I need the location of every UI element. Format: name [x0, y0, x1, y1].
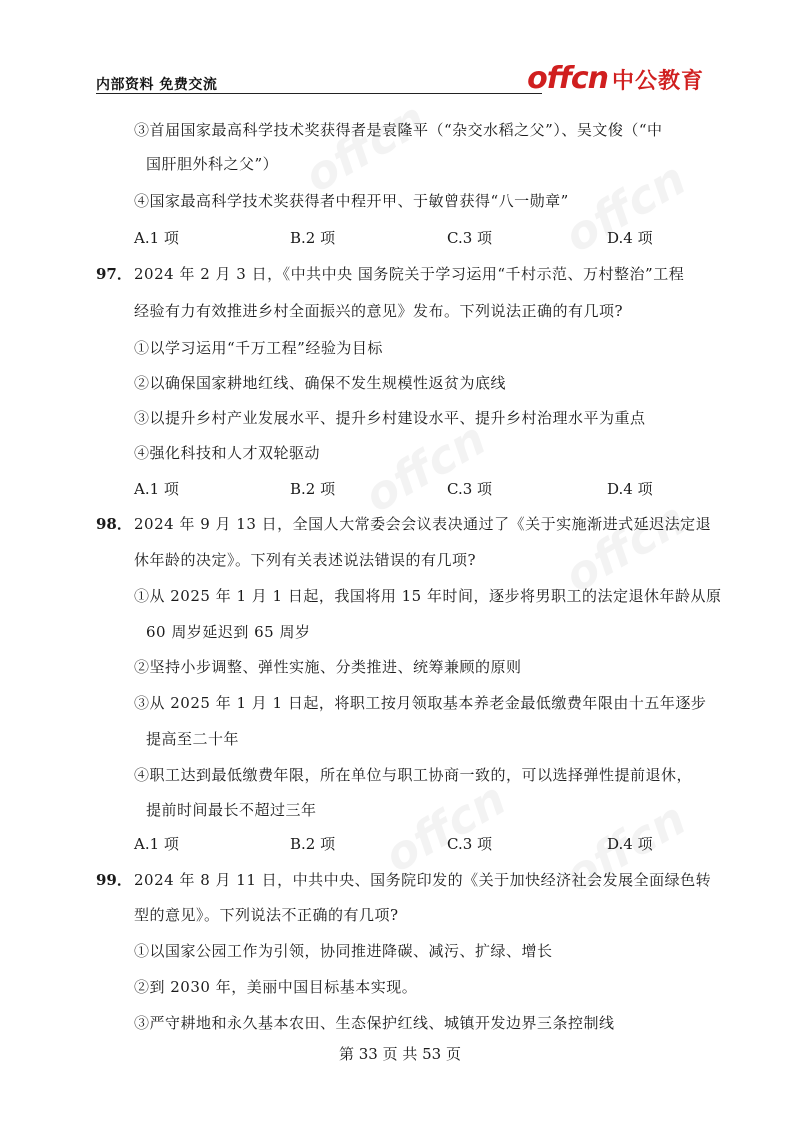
q98-stem-line1: 2024 年 9 月 13 日，全国人大常委会会议表决通过了《关于实施渐进式延迟法定退	[134, 515, 712, 533]
q97-item4: ④强化科技和人才双轮驱动	[134, 444, 321, 462]
q97-item2: ②以确保国家耕地红线、确保不发生规模性返贫为底线	[134, 374, 507, 392]
q97-item3: ③以提升乡村产业发展水平、提升乡村建设水平、提升乡村治理水平为重点	[134, 409, 646, 427]
q96-option-c: C.3 项	[447, 229, 493, 247]
q99-stem-line2: 型的意见》。下列说法不正确的有几项?	[134, 906, 399, 924]
q99-item2: ②到 2030 年，美丽中国目标基本实现。	[134, 978, 418, 996]
q98-item4-line1: ④职工达到最低缴费年限，所在单位与职工协商一致的，可以选择弹性提前退休，	[134, 766, 693, 784]
logo-mark: offcn	[527, 61, 608, 96]
q98-number: 98．	[96, 515, 132, 533]
q96-option-b: B.2 项	[290, 229, 336, 247]
q97-item1: ①以学习运用“千万工程”经验为目标	[134, 339, 383, 357]
q99-number: 99．	[96, 871, 132, 889]
q99-stem-line1: 2024 年 8 月 11 日，中共中央、国务院印发的《关于加快经济社会发展全面绿色转	[134, 871, 712, 889]
page-footer: 第 33 页 共 53 页	[338, 1045, 461, 1063]
q97-stem-line2: 经验有力有效推进乡村全面振兴的意见》发布。下列说法正确的有几项?	[134, 302, 624, 320]
q98-option-b: B.2 项	[290, 835, 336, 853]
q97-option-b: B.2 项	[290, 480, 336, 498]
q98-option-a: A.1 项	[134, 835, 179, 853]
q98-option-c: C.3 项	[447, 835, 493, 853]
page-header	[96, 60, 704, 100]
q97-option-d: D.4 项	[607, 480, 653, 498]
q97-number: 97．	[96, 265, 132, 283]
header-label: 内部资料 免费交流	[96, 77, 218, 93]
q96-option-a: A.1 项	[134, 229, 179, 247]
q98-item3-line2: 提高至二十年	[146, 730, 240, 748]
q98-item4-line2: 提前时间最长不超过三年	[146, 801, 317, 819]
q98-item1-line2: 60 周岁延迟到 65 周岁	[146, 623, 311, 641]
q97-stem-line1: 2024 年 2 月 3 日，《中共中央 国务院关于学习运用“千村示范、万村整治”工程	[134, 265, 685, 283]
watermark	[375, 771, 515, 883]
q98-item3-line1: ③从 2025 年 1 月 1 日起，将职工按月领取基本养老金最低缴费年限由十五年逐步	[134, 694, 707, 712]
offcn-logo	[527, 62, 704, 96]
q98-option-d: D.4 项	[607, 835, 653, 853]
q99-item3: ③严守耕地和永久基本农田、生态保护红线、城镇开发边界三条控制线	[134, 1014, 615, 1032]
q97-option-a: A.1 项	[134, 480, 179, 498]
q96-option-d: D.4 项	[607, 229, 653, 247]
logo-text: 中公教育	[611, 68, 704, 94]
q96-item3-line2: 国肝胆外科之父”）	[146, 155, 279, 173]
q97-option-c: C.3 项	[447, 480, 493, 498]
q96-item3-line1: ③首届国家最高科学技术奖获得者是袁隆平（“杂交水稻之父”）、吴文俊（“中	[134, 121, 663, 139]
q98-stem-line2: 休年龄的决定》。下列有关表述说法错误的有几项?	[134, 551, 477, 569]
q96-item4: ④国家最高科学技术奖获得者中程开甲、于敏曾获得“八一勋章”	[134, 192, 569, 210]
q98-item1-line1: ①从 2025 年 1 月 1 日起，我国将用 15 年时间，逐步将男职工的法定退休年龄从原	[134, 587, 722, 605]
q98-item2: ②坚持小步调整、弹性实施、分类推进、统筹兼顾的原则	[134, 658, 522, 676]
watermark	[295, 91, 435, 203]
header-rule	[96, 93, 542, 94]
q99-item1: ①以国家公园工作为引领，协同推进降碳、减污、扩绿、增长	[134, 942, 553, 960]
